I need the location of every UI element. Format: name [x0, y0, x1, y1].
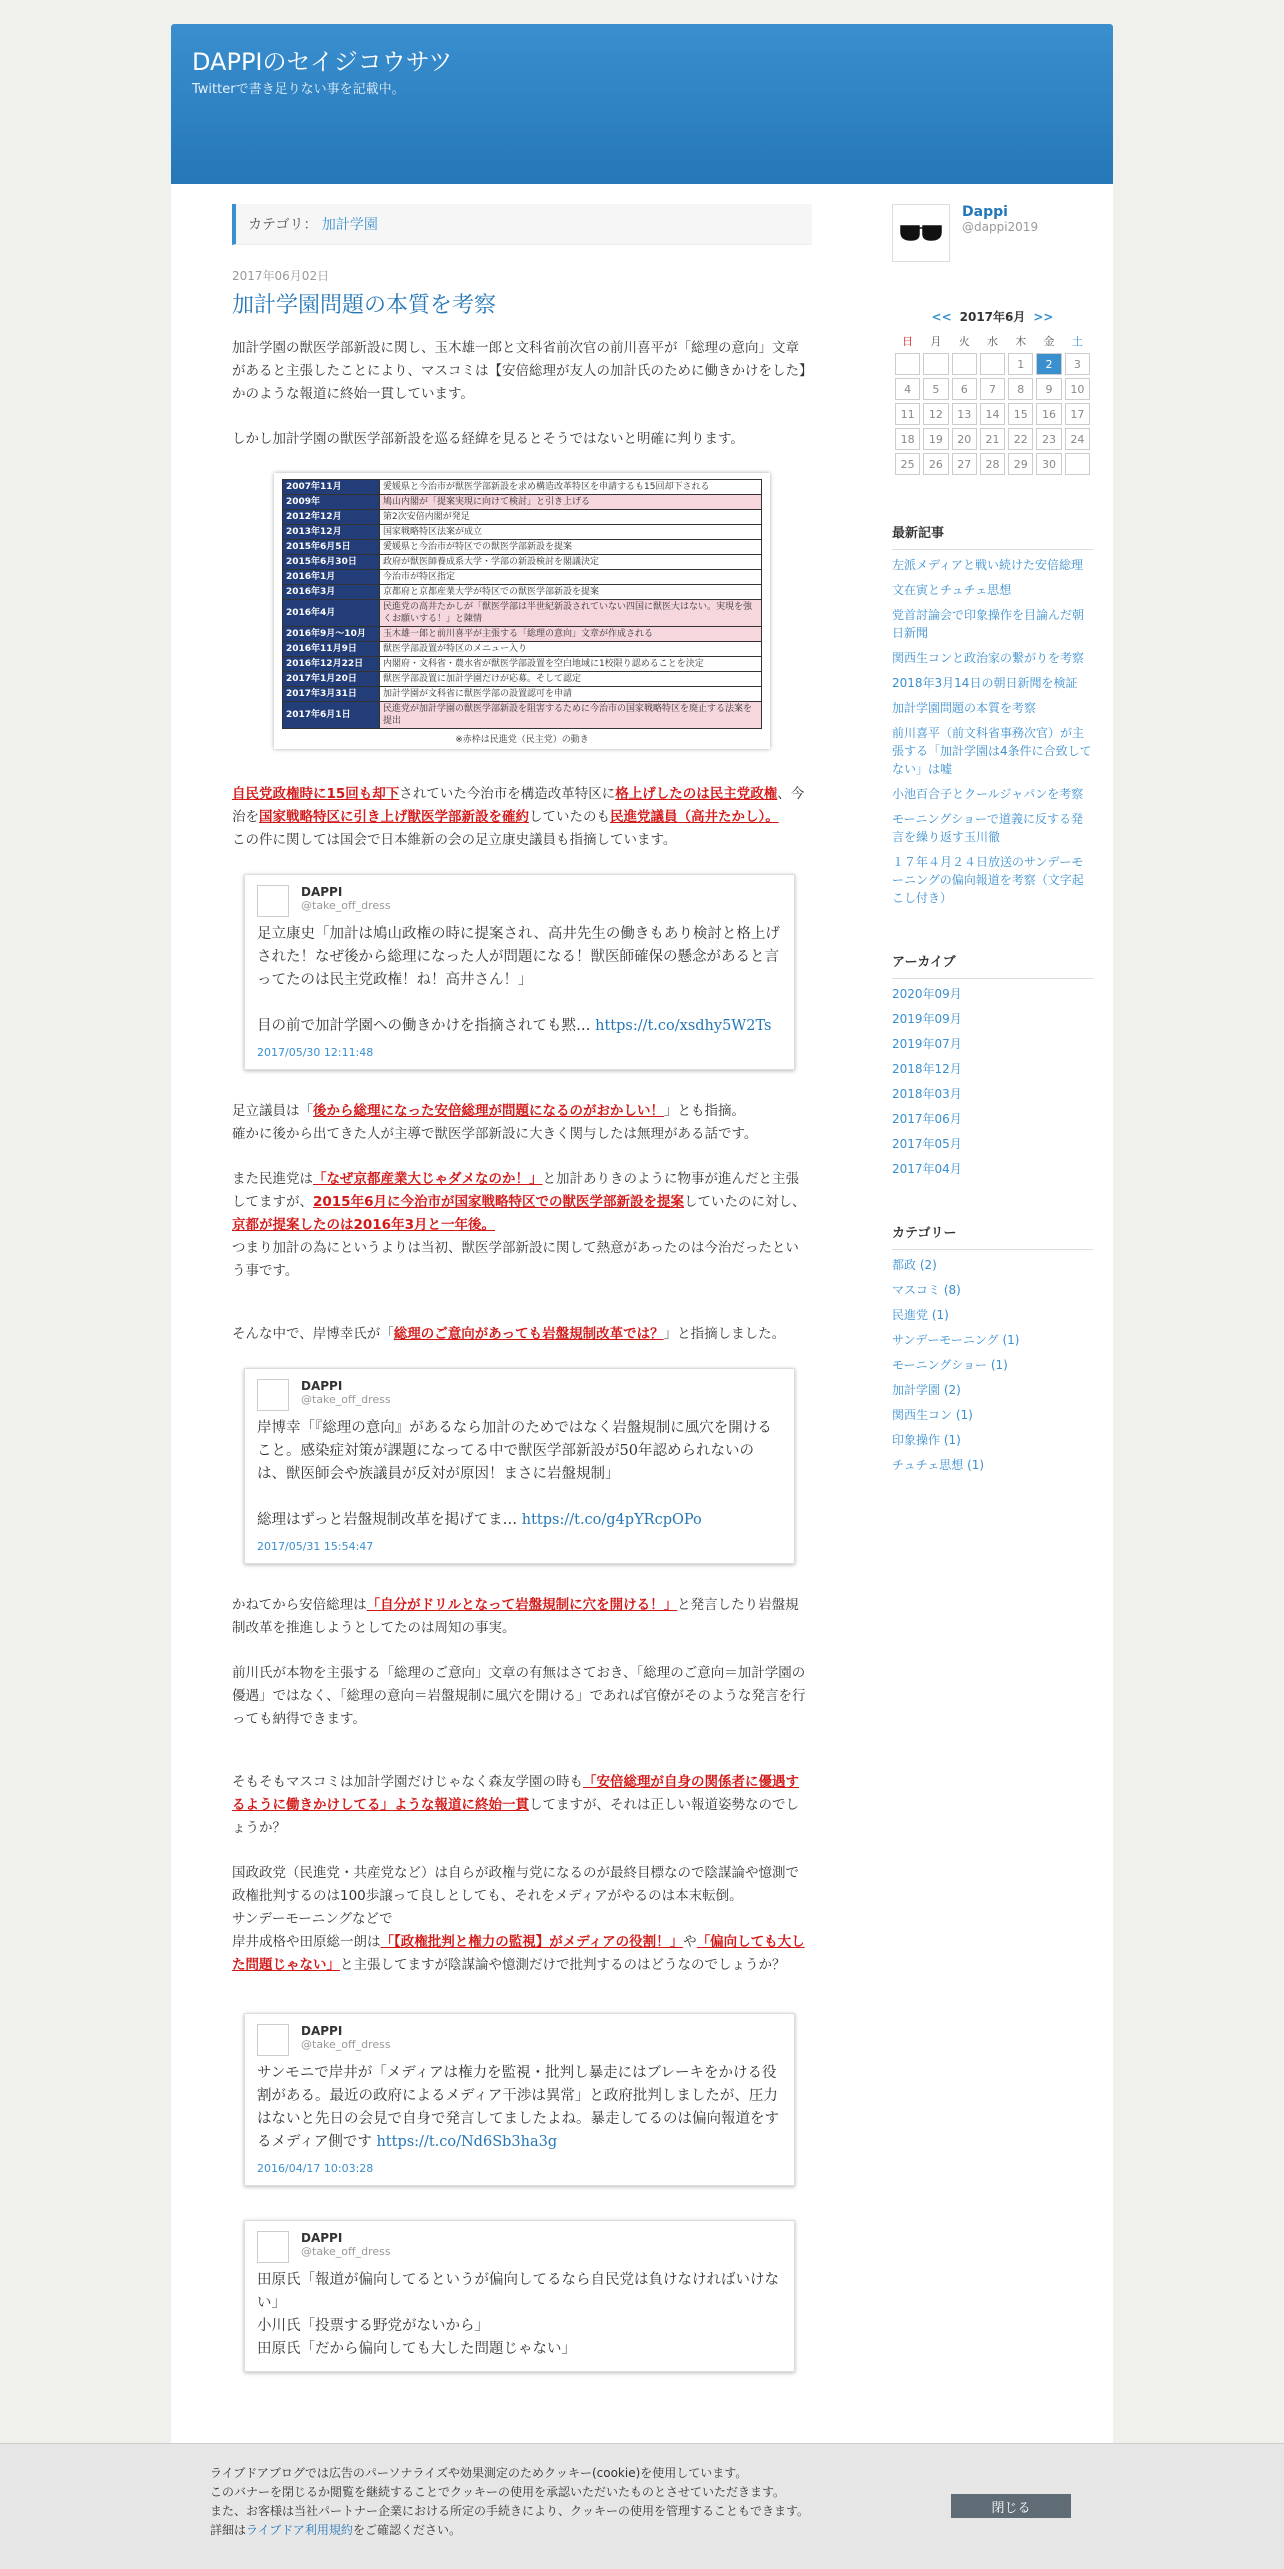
- profile: [892, 204, 1093, 262]
- page: [171, 24, 1113, 2568]
- calendar-day: [895, 353, 920, 375]
- calendar-day: 18: [895, 428, 920, 450]
- paragraph: しかし加計学園の獣医学部新設を巡る経緯を見るとそうではないと明確に判ります。: [232, 431, 744, 447]
- tweet-text: 足立康史「加計は鳩山政権の時に提案され、高井先生の働きもあり検討と格上げされた！なぜ後から総理になった人が問題になる！獣医師確保の懸念があると言ってたのは民主党政権！ね！高井さん！」 目の前で加計学園への働きかけを指摘されても黙… https://t.co/xsdhy5W2Ts: [257, 926, 780, 1034]
- calendar-weekday: 金: [1043, 335, 1055, 348]
- timeline-row: [283, 687, 762, 702]
- calendar-next[interactable]: >>: [1033, 310, 1054, 324]
- tweet-author[interactable]: DAPPI: [301, 1379, 343, 1393]
- calendar-day: 26: [923, 453, 948, 475]
- paragraph: そもそもマスコミは加計学園だけじゃなく森友学園の時も「安倍総理が自身の関係者に優遇するように働きかけしてる」ような報道に終始一貫してますが、それは正しい報道姿勢なのでしょうか？: [232, 1774, 799, 1836]
- embedded-tweet[interactable]: [244, 2220, 795, 2372]
- recent-post-link[interactable]: 関西生コンと政治家の繋がりを考察: [892, 651, 1085, 665]
- blog-description: Twitterで書き足りない事を記載中。: [192, 82, 405, 97]
- tweet-link[interactable]: https://t.co/g4pYRcpOPo: [521, 1512, 702, 1528]
- recent-posts-list: [892, 556, 1093, 907]
- timeline-row: [283, 585, 762, 600]
- timeline-row: [283, 672, 762, 687]
- calendar-day: 11: [895, 403, 920, 425]
- timeline-date: 2016年9月〜10月: [283, 627, 380, 642]
- archive-link[interactable]: 2019年09月: [892, 1012, 962, 1026]
- timeline-row: [283, 555, 762, 570]
- calendar-grid: [892, 329, 1093, 478]
- paragraph: 国政政党（民進党・共産党など）は自らが政権与党になるのが最終目標なので陰謀論や憶測で政権批判するのは100歩譲って良しとしても、それをメディアがやるのは本末転倒。 サンデーモーニングなどで 岸井成格や田原総一朗は「【政権批判と権力の監視】がメディアの役割！」や「偏向しても大した問題じゃない」と主張してますが陰謀論や憶測だけで批判するのはどうなのでしょうか？: [232, 1865, 805, 1973]
- category-link[interactable]: 民進党 (1): [892, 1308, 949, 1322]
- timeline-event: 愛媛県と今治市が獣医学部新設を求め構造改革特区を申請するも15回却下される: [380, 480, 762, 495]
- timeline-row: [283, 510, 762, 525]
- category-link[interactable]: 印象操作 (1): [892, 1433, 961, 1447]
- timeline-date: 2016年1月: [283, 570, 380, 585]
- timeline-date: 2009年: [283, 495, 380, 510]
- main-content: [232, 204, 812, 2402]
- timeline-date: 2017年6月1日: [283, 702, 380, 729]
- recent-post-link[interactable]: 小池百合子とクールジャパンを考察: [892, 787, 1084, 801]
- category-header: [232, 204, 812, 245]
- calendar-day: 1: [1008, 353, 1033, 375]
- calendar-day: 27: [952, 453, 977, 475]
- tweet-text: 岸博幸「『総理の意向』があるなら加計のためではなく岩盤規制に風穴を開けること。感染症対策が課題になってる中で獣医学部新設が50年認められないのは、獣医師会や族議員が反対が原因！まさに岩盤規制」 総理はずっと岩盤規制改革を掲げてま… https://t.co/g4pYRcpOPo: [257, 1420, 772, 1528]
- calendar-day: 22: [1008, 428, 1033, 450]
- calendar-day: 28: [980, 453, 1005, 475]
- paragraph: また民進党は「なぜ京都産業大じゃダメなのか！」と加計ありきのように物事が進んだと主張してますが、2015年6月に今治市が国家戦略特区での獣医学部新設を提案していたのに対し、京都が提案したのは2016年3月と一年後。 つまり加計の為にというよりは当初、獣医学部新設に関して熱意があったのは今治だったという事です。: [232, 1171, 806, 1279]
- calendar-day: 17: [1065, 403, 1090, 425]
- timeline-date: 2017年3月31日: [283, 687, 380, 702]
- category-link[interactable]: 加計学園 (2): [892, 1383, 961, 1397]
- paragraph: そんな中で、岸博幸氏が「総理のご意向があっても岩盤規制改革では？」と指摘しました。: [232, 1326, 786, 1342]
- calendar-day[interactable]: 2: [1036, 353, 1061, 375]
- tweet-time[interactable]: 2017/05/30 12:11:48: [257, 1046, 374, 1059]
- recent-post-link[interactable]: 加計学園問題の本質を考察: [892, 701, 1037, 715]
- timeline-row: [283, 570, 762, 585]
- calendar: [892, 308, 1093, 478]
- timeline-event: 第2次安倍内閣が発足: [380, 510, 762, 525]
- profile-name[interactable]: Dappi: [962, 204, 1008, 220]
- tweet-text: サンモニで岸井が「メディアは権力を監視・批判し暴走にはブレーキをかける役割がある。最近の政府によるメディア干渉は異常」と政府批判しましたが、圧力はないと先日の会見で自身で発言してましたよね。暴走してるのは偏向報道をするメディア側です https://t.co/Nd6Sb3ha3g: [257, 2065, 779, 2150]
- calendar-day: 3: [1065, 353, 1090, 375]
- tweet-handle[interactable]: @take_off_dress: [301, 899, 391, 912]
- avatar[interactable]: [257, 885, 289, 917]
- recent-post-link[interactable]: 2018年3月14日の朝日新聞を検証: [892, 676, 1078, 690]
- timeline-date: 2015年6月30日: [283, 555, 380, 570]
- timeline-date: 2017年1月20日: [283, 672, 380, 687]
- calendar-weekday: 木: [1015, 335, 1027, 348]
- post-title[interactable]: 加計学園問題の本質を考察: [232, 293, 497, 318]
- paragraph: 前川氏が本物を主張する「総理のご意向」文章の有無はさておき、「総理のご意向＝加計学園の優遇」ではなく、「総理の意向＝岩盤規制に風穴を開ける」であれば官僚がそのような発言を行っても納得できます。: [232, 1665, 806, 1727]
- tweet-handle[interactable]: @take_off_dress: [301, 2038, 391, 2051]
- timeline-image: [274, 473, 770, 749]
- timeline-date: 2013年12月: [283, 525, 380, 540]
- recent-post-link[interactable]: モーニングショーで道義に反する発言を繰り返す玉川徹: [892, 812, 1084, 844]
- calendar-day: 21: [980, 428, 1005, 450]
- calendar-day: 24: [1065, 428, 1090, 450]
- tweet-time[interactable]: 2016/04/17 10:03:28: [257, 2162, 374, 2175]
- category-link[interactable]: サンデーモーニング (1): [892, 1333, 1020, 1347]
- calendar-day: [952, 353, 977, 375]
- calendar-day: [923, 353, 948, 375]
- calendar-day: 8: [1008, 378, 1033, 400]
- avatar[interactable]: [257, 2024, 289, 2056]
- calendar-weekday: 日: [902, 335, 914, 348]
- archive-list: [892, 985, 1093, 1178]
- blog-header: [171, 24, 1113, 184]
- timeline-event: 民進党の高井たかしが「獣医学部は半世紀新設されていない四国に獣医大はない。実現を強くお願いする！」と陳情: [380, 600, 762, 627]
- calendar-day: 15: [1008, 403, 1033, 425]
- calendar-day: [980, 353, 1005, 375]
- timeline-event: 今治市が特区指定: [380, 570, 762, 585]
- calendar-day: 9: [1036, 378, 1061, 400]
- tweet-handle[interactable]: @take_off_dress: [301, 1393, 391, 1406]
- profile-avatar[interactable]: [892, 204, 950, 262]
- timeline-event: 内閣府・文科省・農水省が獣医学部設置を空白地域に1校限り認めることを決定: [380, 657, 762, 672]
- timeline-date: 2016年3月: [283, 585, 380, 600]
- archive-link[interactable]: 2017年06月: [892, 1112, 962, 1126]
- calendar-weekday: 月: [930, 335, 942, 348]
- timeline-date: 2016年4月: [283, 600, 380, 627]
- calendar-day: 7: [980, 378, 1005, 400]
- timeline-row: [283, 495, 762, 510]
- tweet-author[interactable]: DAPPI: [301, 2024, 343, 2038]
- calendar-day: [1065, 453, 1090, 475]
- timeline-caption: ※赤枠は民進党（民主党）の動き: [455, 735, 589, 745]
- timeline-row: [283, 657, 762, 672]
- timeline-row: [283, 600, 762, 627]
- recent-post-link[interactable]: 党首討論会で印象操作を目論んだ朝日新聞: [892, 608, 1085, 640]
- timeline-date: 2016年11月9日: [283, 642, 380, 657]
- timeline-event: 国家戦略特区法案が成立: [380, 525, 762, 540]
- calendar-day: 19: [923, 428, 948, 450]
- category-link[interactable]: マスコミ (8): [892, 1283, 961, 1297]
- tweet-author[interactable]: DAPPI: [301, 2231, 343, 2245]
- recent-post-link[interactable]: 前川喜平（前文科省事務次官）が主張する「加計学園は4条件に合致してない」は嘘: [892, 726, 1092, 776]
- calendar-day: 4: [895, 378, 920, 400]
- archive-link[interactable]: 2018年03月: [892, 1087, 962, 1101]
- archive-link[interactable]: 2017年05月: [892, 1137, 962, 1151]
- tweet-text: 田原氏「報道が偏向してるというが偏向してるなら自民党は負けなければいけない」 小川氏「投票する野党がないから」 田原氏「だから偏向しても大した問題じゃない」: [257, 2272, 779, 2357]
- recent-post-link[interactable]: 左派メディアと戦い続けた安倍総理: [892, 558, 1084, 572]
- timeline-row: [283, 480, 762, 495]
- profile-id: @dappi2019: [962, 220, 1039, 234]
- calendar-day: 13: [952, 403, 977, 425]
- paragraph: 足立議員は「後から総理になった安倍総理が問題になるのがおかしい！」とも指摘。 確かに後から出てきた人が主導で獣医学部新設に大きく関与したは無理がある話です。: [232, 1103, 758, 1142]
- post-date: 2017年06月02日: [232, 269, 330, 283]
- close-button[interactable]: 閉じる: [951, 2494, 1071, 2518]
- calendar-weekday: 水: [986, 335, 998, 348]
- timeline-event: 鳩山内閣が「提案実現に向けて検討」と引き上げる: [380, 495, 762, 510]
- calendar-weekday: 土: [1071, 335, 1083, 348]
- archive-link[interactable]: 2020年09月: [892, 987, 962, 1001]
- paragraph: かねてから安倍総理は「自分がドリルとなって岩盤規制に穴を開ける！」と発言したり岩盤規制改革を推進しようとしてたのは周知の事実。: [232, 1597, 799, 1636]
- timeline-event: 獣医学部設置に加計学園だけが応募。そして認定: [380, 672, 762, 687]
- calendar-weekday: 火: [958, 335, 970, 348]
- calendar-day: 29: [1008, 453, 1033, 475]
- calendar-day: 30: [1036, 453, 1061, 475]
- calendar-day: 20: [952, 428, 977, 450]
- recent-posts-title: 最新記事: [892, 522, 1093, 550]
- timeline-event: 京都府と京都産業大学が特区での獣医学部新設を提案: [380, 585, 762, 600]
- timeline-event: 獣医学部設置が特区のメニュー入り: [380, 642, 762, 657]
- recent-post-link[interactable]: １７年４月２４日放送のサンデーモーニングの偏向報道を考察（文字起こし付き）: [892, 855, 1084, 905]
- cookie-text: ライブドアブログでは広告のパーソナライズや効果測定のためクッキー(cookie)を使用しています。 このバナーを閉じるか閲覧を継続することでクッキーの使用を承認いただいたものとさせていただきます。 また、お客様は当社パートナー企業における所定の手続きにより、クッキーの使用を管理することもできます。 詳細はライブドア利用規約をご確認ください。: [210, 2466, 810, 2537]
- timeline-event: 玉木雄一郎と前川喜平が主張する「総理の意向」文章が作成される: [380, 627, 762, 642]
- timeline-event: 政府が獣医師養成系大学・学部の新設検討を閣議決定: [380, 555, 762, 570]
- archive-link[interactable]: 2018年12月: [892, 1062, 962, 1076]
- sunglasses-icon: [899, 222, 943, 244]
- calendar-prev[interactable]: <<: [931, 310, 952, 324]
- calendar-day: 23: [1036, 428, 1061, 450]
- archive-link[interactable]: 2019年07月: [892, 1037, 962, 1051]
- sidebar: [892, 204, 1093, 1481]
- timeline-date: 2007年11月: [283, 480, 380, 495]
- timeline-row: [283, 627, 762, 642]
- timeline-table: [282, 479, 762, 729]
- calendar-day: 10: [1065, 378, 1090, 400]
- cookie-banner: [0, 2443, 1284, 2569]
- paragraph: 自民党政権時に15回も却下されていた今治市を構造改革特区に格上げしたのは民主党政権、今治を国家戦略特区に引き上げ獣医学部新設を確約していたのも民進党議員（高井たかし）。 この件に関しては国会で日本維新の会の足立康史議員も指摘しています。: [232, 786, 805, 848]
- blog-title[interactable]: DAPPIのセイジコウサツ: [192, 48, 453, 76]
- tweet-handle[interactable]: @take_off_dress: [301, 2245, 391, 2258]
- tweet-author[interactable]: DAPPI: [301, 885, 343, 899]
- embedded-tweet[interactable]: [244, 874, 795, 1070]
- timeline-event: 民進党が加計学園の獣医学部新設を阻害するために今治市の国家戦略特区を廃止する法案を提出: [380, 702, 762, 729]
- avatar[interactable]: [257, 1379, 289, 1411]
- timeline-event: 加計学園が文科省に獣医学部の設置認可を申請: [380, 687, 762, 702]
- category-title: カテゴリー: [892, 1222, 1093, 1250]
- paragraph: 加計学園の獣医学部新設に関し、玉木雄一郎と文科省前次官の前川喜平が「総理の意向」文章があると主張したことにより、マスコミは【安倍総理が友人の加計氏のために働きかけをした】かのような報道に終始一貫しています。: [232, 340, 806, 402]
- avatar[interactable]: [257, 2231, 289, 2263]
- embedded-tweet[interactable]: [244, 1368, 795, 1564]
- category-link[interactable]: 加計学園: [321, 217, 378, 233]
- category-link[interactable]: モーニングショー (1): [892, 1358, 1008, 1372]
- category-link[interactable]: 都政 (2): [892, 1258, 937, 1272]
- calendar-day: 25: [895, 453, 920, 475]
- archive-link[interactable]: 2017年04月: [892, 1162, 962, 1176]
- timeline-date: 2012年12月: [283, 510, 380, 525]
- calendar-day: 14: [980, 403, 1005, 425]
- category-list: [892, 1256, 1093, 1474]
- calendar-day: 16: [1036, 403, 1061, 425]
- timeline-date: 2016年12月22日: [283, 657, 380, 672]
- calendar-day: 6: [952, 378, 977, 400]
- terms-link[interactable]: ライブドア利用規約: [246, 2523, 353, 2537]
- timeline-row: [283, 525, 762, 540]
- category-link[interactable]: 関西生コン (1): [892, 1408, 973, 1422]
- timeline-event: 愛媛県と今治市が特区での獣医学部新設を提案: [380, 540, 762, 555]
- category-label: カテゴリ：: [248, 217, 318, 233]
- tweet-link[interactable]: https://t.co/xsdhy5W2Ts: [595, 1018, 772, 1034]
- tweet-time[interactable]: 2017/05/31 15:54:47: [257, 1540, 374, 1553]
- embedded-tweet[interactable]: [244, 2013, 795, 2186]
- calendar-title: 2017年6月: [959, 310, 1026, 324]
- archive-title: アーカイブ: [892, 951, 1093, 979]
- calendar-day: 12: [923, 403, 948, 425]
- timeline-row: [283, 540, 762, 555]
- timeline-row: [283, 642, 762, 657]
- tweet-link[interactable]: https://t.co/Nd6Sb3ha3g: [376, 2134, 558, 2150]
- calendar-day: 5: [923, 378, 948, 400]
- timeline-date: 2015年6月5日: [283, 540, 380, 555]
- recent-post-link[interactable]: 文在寅とチュチェ思想: [892, 583, 1012, 597]
- category-link[interactable]: チュチェ思想 (1): [892, 1458, 985, 1472]
- timeline-row: [283, 702, 762, 729]
